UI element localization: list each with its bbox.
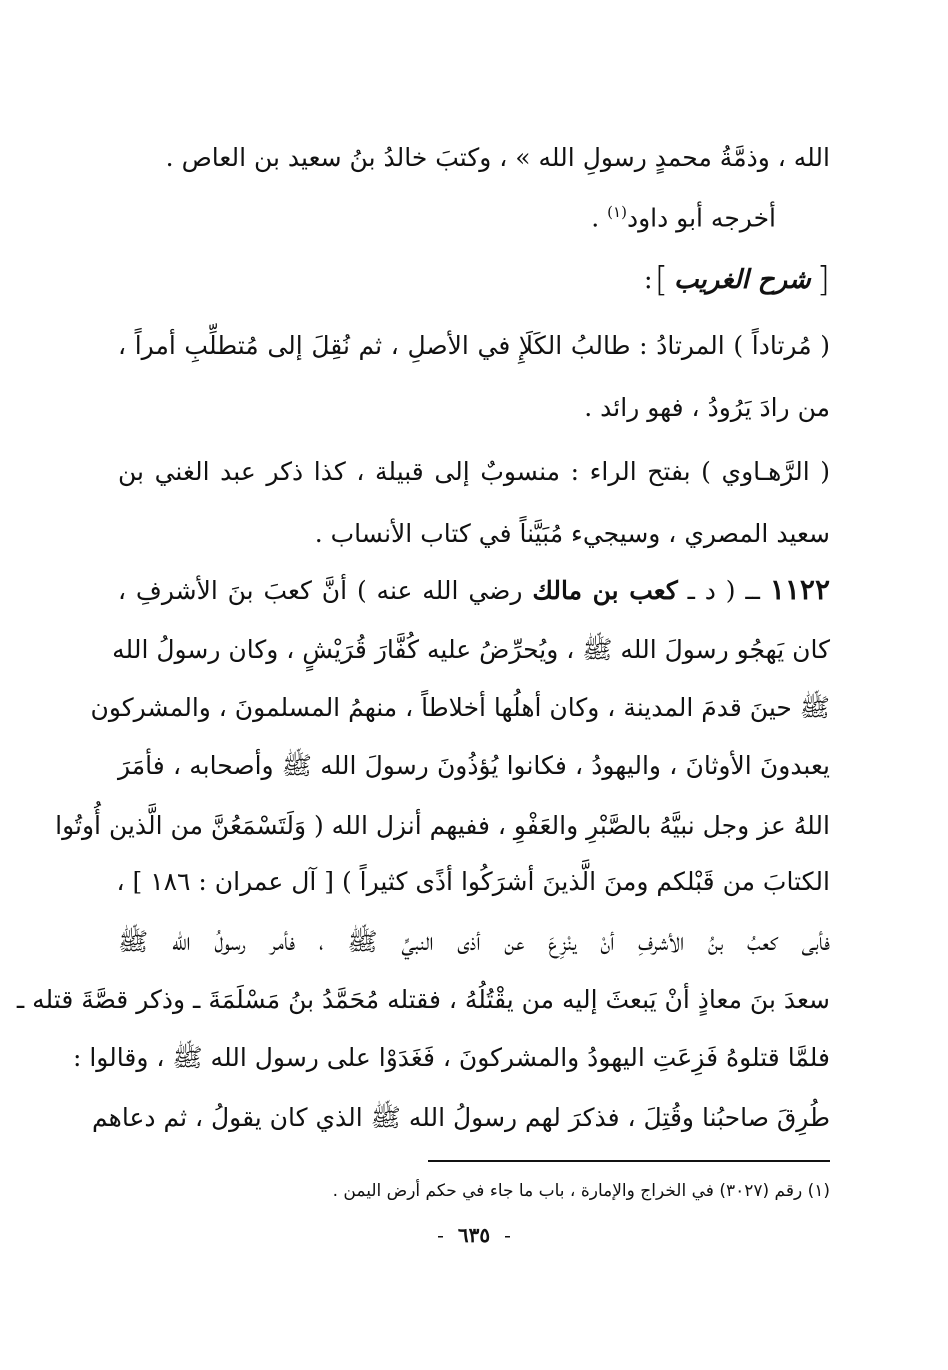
hadith-heading-line bbox=[118, 570, 830, 611]
text-line-2-end: . bbox=[591, 203, 608, 233]
hadith-dash: ــ bbox=[745, 576, 760, 605]
heading-open-bracket: [ bbox=[816, 260, 830, 300]
text-line-4: من رادَ يَرُودُ ، فهو رائد . bbox=[584, 393, 830, 422]
page-number-line bbox=[0, 1220, 948, 1250]
text-line-8: ﷺ حينَ قدمَ المدينة ، وكان أهلُها أخلاطاً ، منهمُ المسلمونَ ، والمشركون bbox=[90, 693, 830, 722]
page-number-dash-left: - bbox=[504, 1223, 511, 1247]
text-line-14: فلمَّا قتلوهُ فَزِعَتِ اليهودُ والمشركونَ ، فَغَدَوْا على رسول الله ﷺ ، وقالوا : bbox=[72, 1043, 830, 1072]
footnote-divider bbox=[428, 1160, 830, 1162]
text-line-2 bbox=[591, 192, 776, 238]
text-line-9: يعبدونَ الأوثانَ ، واليهودُ ، فكانوا يُؤذُونَ رسولَ الله ﷺ وأصحابه ، فأمَرَ bbox=[118, 751, 830, 780]
heading-colon: : bbox=[643, 265, 653, 295]
text-line-12: فأبى كعبُ بنُ الأشرفِ أنْ ينْزِعَ عن أذى النبيِّ ﷺ ، فأمر رسولُ الله ﷺ bbox=[118, 927, 830, 956]
hadith-source: ( د ـ bbox=[687, 576, 736, 605]
heading-title: شرح الغريب bbox=[673, 265, 811, 295]
text-line-5: ( الرَّهـاوي ) بفتح الراء : منسوبٌ إلى قبيلة ، كذا ذكر عبد الغني بن bbox=[118, 457, 830, 486]
hadith-rest: رضي الله عنه ) أنَّ كعبَ بنَ الأشرفِ ، bbox=[118, 576, 523, 605]
text-line-7: كان يَهجُو رسولَ الله ﷺ ، ويُحرِّضُ عليه كُفَّارَ قُرَيْشٍ ، وكان رسولُ الله bbox=[112, 635, 830, 664]
text-line-2-text: أخرجه أبو داود bbox=[626, 203, 776, 233]
footnote-reference: (١) bbox=[607, 203, 627, 221]
footnote: (١) رقم (٣٠٢٧) في الخراج والإمارة ، باب ما جاء في حكم أرض اليمن . bbox=[332, 1181, 830, 1201]
text-line-10: اللهُ عز وجل نبيَّهُ بالصَّبْرِ والعَفْوِ ، ففيهم أنزل الله ( وَلَتَسْمَعُنَّ من الَّذين أُوتُوا bbox=[55, 811, 830, 840]
hadith-number: ١١٢٢ bbox=[769, 573, 830, 606]
text-line-3: ( مُرتاداً ) المرتادُ : طالبُ الكَلَإِ في الأصلِ ، ثم نُقِلَ إلى مُتطلِّبِ أمراً ، bbox=[118, 331, 830, 360]
heading-close-bracket: ] bbox=[654, 260, 668, 300]
section-heading bbox=[644, 258, 830, 302]
text-line-11: الكتابَ من قَبْلكم ومنَ الَّذينَ أشرَكُوا أذًى كثيراً ) [ آل عمران : ١٨٦ ] ، bbox=[116, 867, 830, 896]
page-number-dash-right: - bbox=[437, 1223, 444, 1247]
hadith-narrator: كعب بن مالك bbox=[532, 576, 678, 605]
text-line-13: سعدَ بنَ معاذٍ أنْ يَبعثَ إليه من يقْتُلُهُ ، فقتله مُحَمَّدُ بنُ مَسْلَمَةَ ـ وذكر قصَّةَ قتله ـ bbox=[16, 985, 830, 1014]
page-number: ٦٣٥ bbox=[457, 1223, 491, 1247]
text-line-1: الله ، وذمَّةُ محمدٍ رسولِ الله » ، وكتبَ خالدُ بنُ سعيد بن العاص . bbox=[165, 143, 830, 172]
text-line-15: طُرِقَ صاحبُنا وقُتِلَ ، فذكرَ لهم رسولُ الله ﷺ الذي كان يقولُ ، ثم دعاهم bbox=[92, 1103, 830, 1132]
text-line-6: سعيد المصري ، وسيجيء مُبَيَّناً في كتاب الأنساب . bbox=[314, 519, 830, 548]
